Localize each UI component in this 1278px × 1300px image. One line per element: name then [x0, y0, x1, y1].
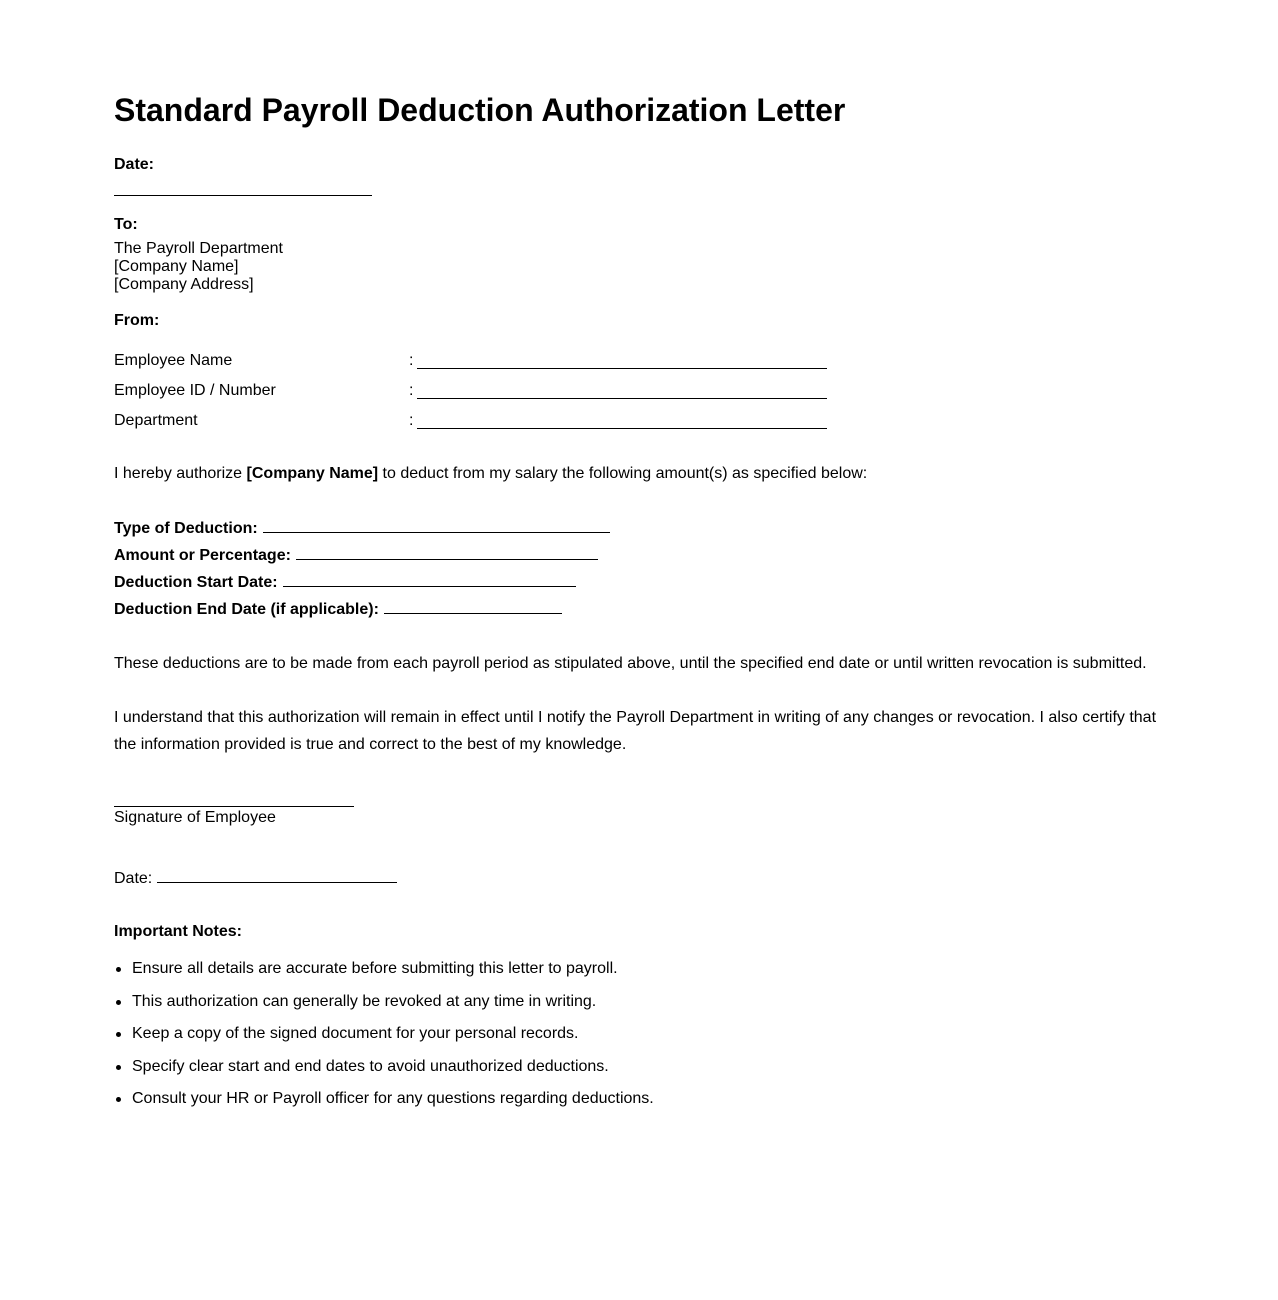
date-label: Date: — [114, 156, 155, 173]
to-line-company-name: [Company Name] — [114, 258, 239, 275]
employee-id-field[interactable] — [417, 398, 827, 399]
to-label: To: — [114, 216, 138, 233]
list-item — [114, 1087, 654, 1120]
employee-id-row — [114, 381, 834, 403]
bullet-icon — [116, 967, 121, 972]
type-of-deduction-row — [114, 518, 610, 540]
amount-row — [114, 545, 598, 567]
notes-list — [114, 957, 654, 1120]
field-separator: : — [409, 382, 414, 399]
start-date-field[interactable] — [283, 572, 576, 587]
to-line-department: The Payroll Department — [114, 240, 283, 257]
department-row — [114, 411, 834, 433]
certification-paragraph: I understand that this authorization will remain in effect until I notify the Payroll Department in writing of any changes or revocation. I also certify that the information provided is true and correct to the best of my knowledge. — [114, 709, 1157, 753]
field-separator: : — [409, 352, 414, 369]
list-item — [114, 1022, 654, 1055]
authorization-company: [Company Name] — [246, 465, 379, 482]
type-of-deduction-label: Type of Deduction: — [114, 520, 258, 537]
field-separator: : — [409, 412, 414, 429]
list-item — [114, 957, 654, 990]
employee-id-label: Employee ID / Number — [114, 382, 276, 399]
page-title: Standard Payroll Deduction Authorization Letter — [114, 92, 846, 128]
bullet-icon — [116, 1032, 121, 1037]
from-label: From: — [114, 312, 160, 329]
note-text: Ensure all details are accurate before submitting this letter to payroll. — [132, 960, 618, 977]
signature-label: Signature of Employee — [114, 809, 276, 826]
bullet-icon — [116, 1097, 121, 1102]
employee-name-field[interactable] — [417, 368, 827, 369]
end-date-row — [114, 599, 562, 621]
amount-label: Amount or Percentage: — [114, 547, 291, 564]
end-date-field[interactable] — [384, 599, 562, 614]
bullet-icon — [116, 1000, 121, 1005]
authorization-suffix: to deduct from my salary the following amount(s) as specified below: — [378, 465, 868, 482]
note-text: Consult your HR or Payroll officer for any questions regarding deductions. — [132, 1090, 654, 1107]
signature-date-field[interactable] — [157, 868, 397, 883]
signature-date-row — [114, 868, 397, 890]
start-date-label: Deduction Start Date: — [114, 574, 278, 591]
list-item — [114, 990, 654, 1023]
list-item — [114, 1055, 654, 1088]
date-line[interactable] — [114, 195, 372, 196]
notes-heading: Important Notes: — [114, 923, 242, 940]
amount-field[interactable] — [296, 545, 598, 560]
type-of-deduction-field[interactable] — [263, 518, 610, 533]
authorization-prefix: I hereby authorize — [114, 465, 247, 482]
authorization-sentence — [114, 464, 867, 484]
department-field[interactable] — [417, 428, 827, 429]
employee-name-label: Employee Name — [114, 352, 233, 369]
start-date-row — [114, 572, 576, 594]
to-line-company-address: [Company Address] — [114, 276, 254, 293]
employee-name-row — [114, 351, 834, 373]
bullet-icon — [116, 1065, 121, 1070]
signature-date-label: Date: — [114, 870, 153, 887]
note-text: This authorization can generally be revoked at any time in writing. — [132, 992, 597, 1010]
note-text: Specify clear start and end dates to avoid unauthorized deductions. — [132, 1057, 609, 1075]
end-date-label: Deduction End Date (if applicable): — [114, 601, 379, 618]
payroll-period-paragraph: These deductions are to be made from each payroll period as stipulated above, until the specified end date or until written revocation is submitted. — [114, 655, 1147, 672]
note-text: Keep a copy of the signed document for your personal records. — [132, 1025, 579, 1042]
department-label: Department — [114, 412, 198, 429]
signature-line[interactable] — [114, 806, 354, 807]
